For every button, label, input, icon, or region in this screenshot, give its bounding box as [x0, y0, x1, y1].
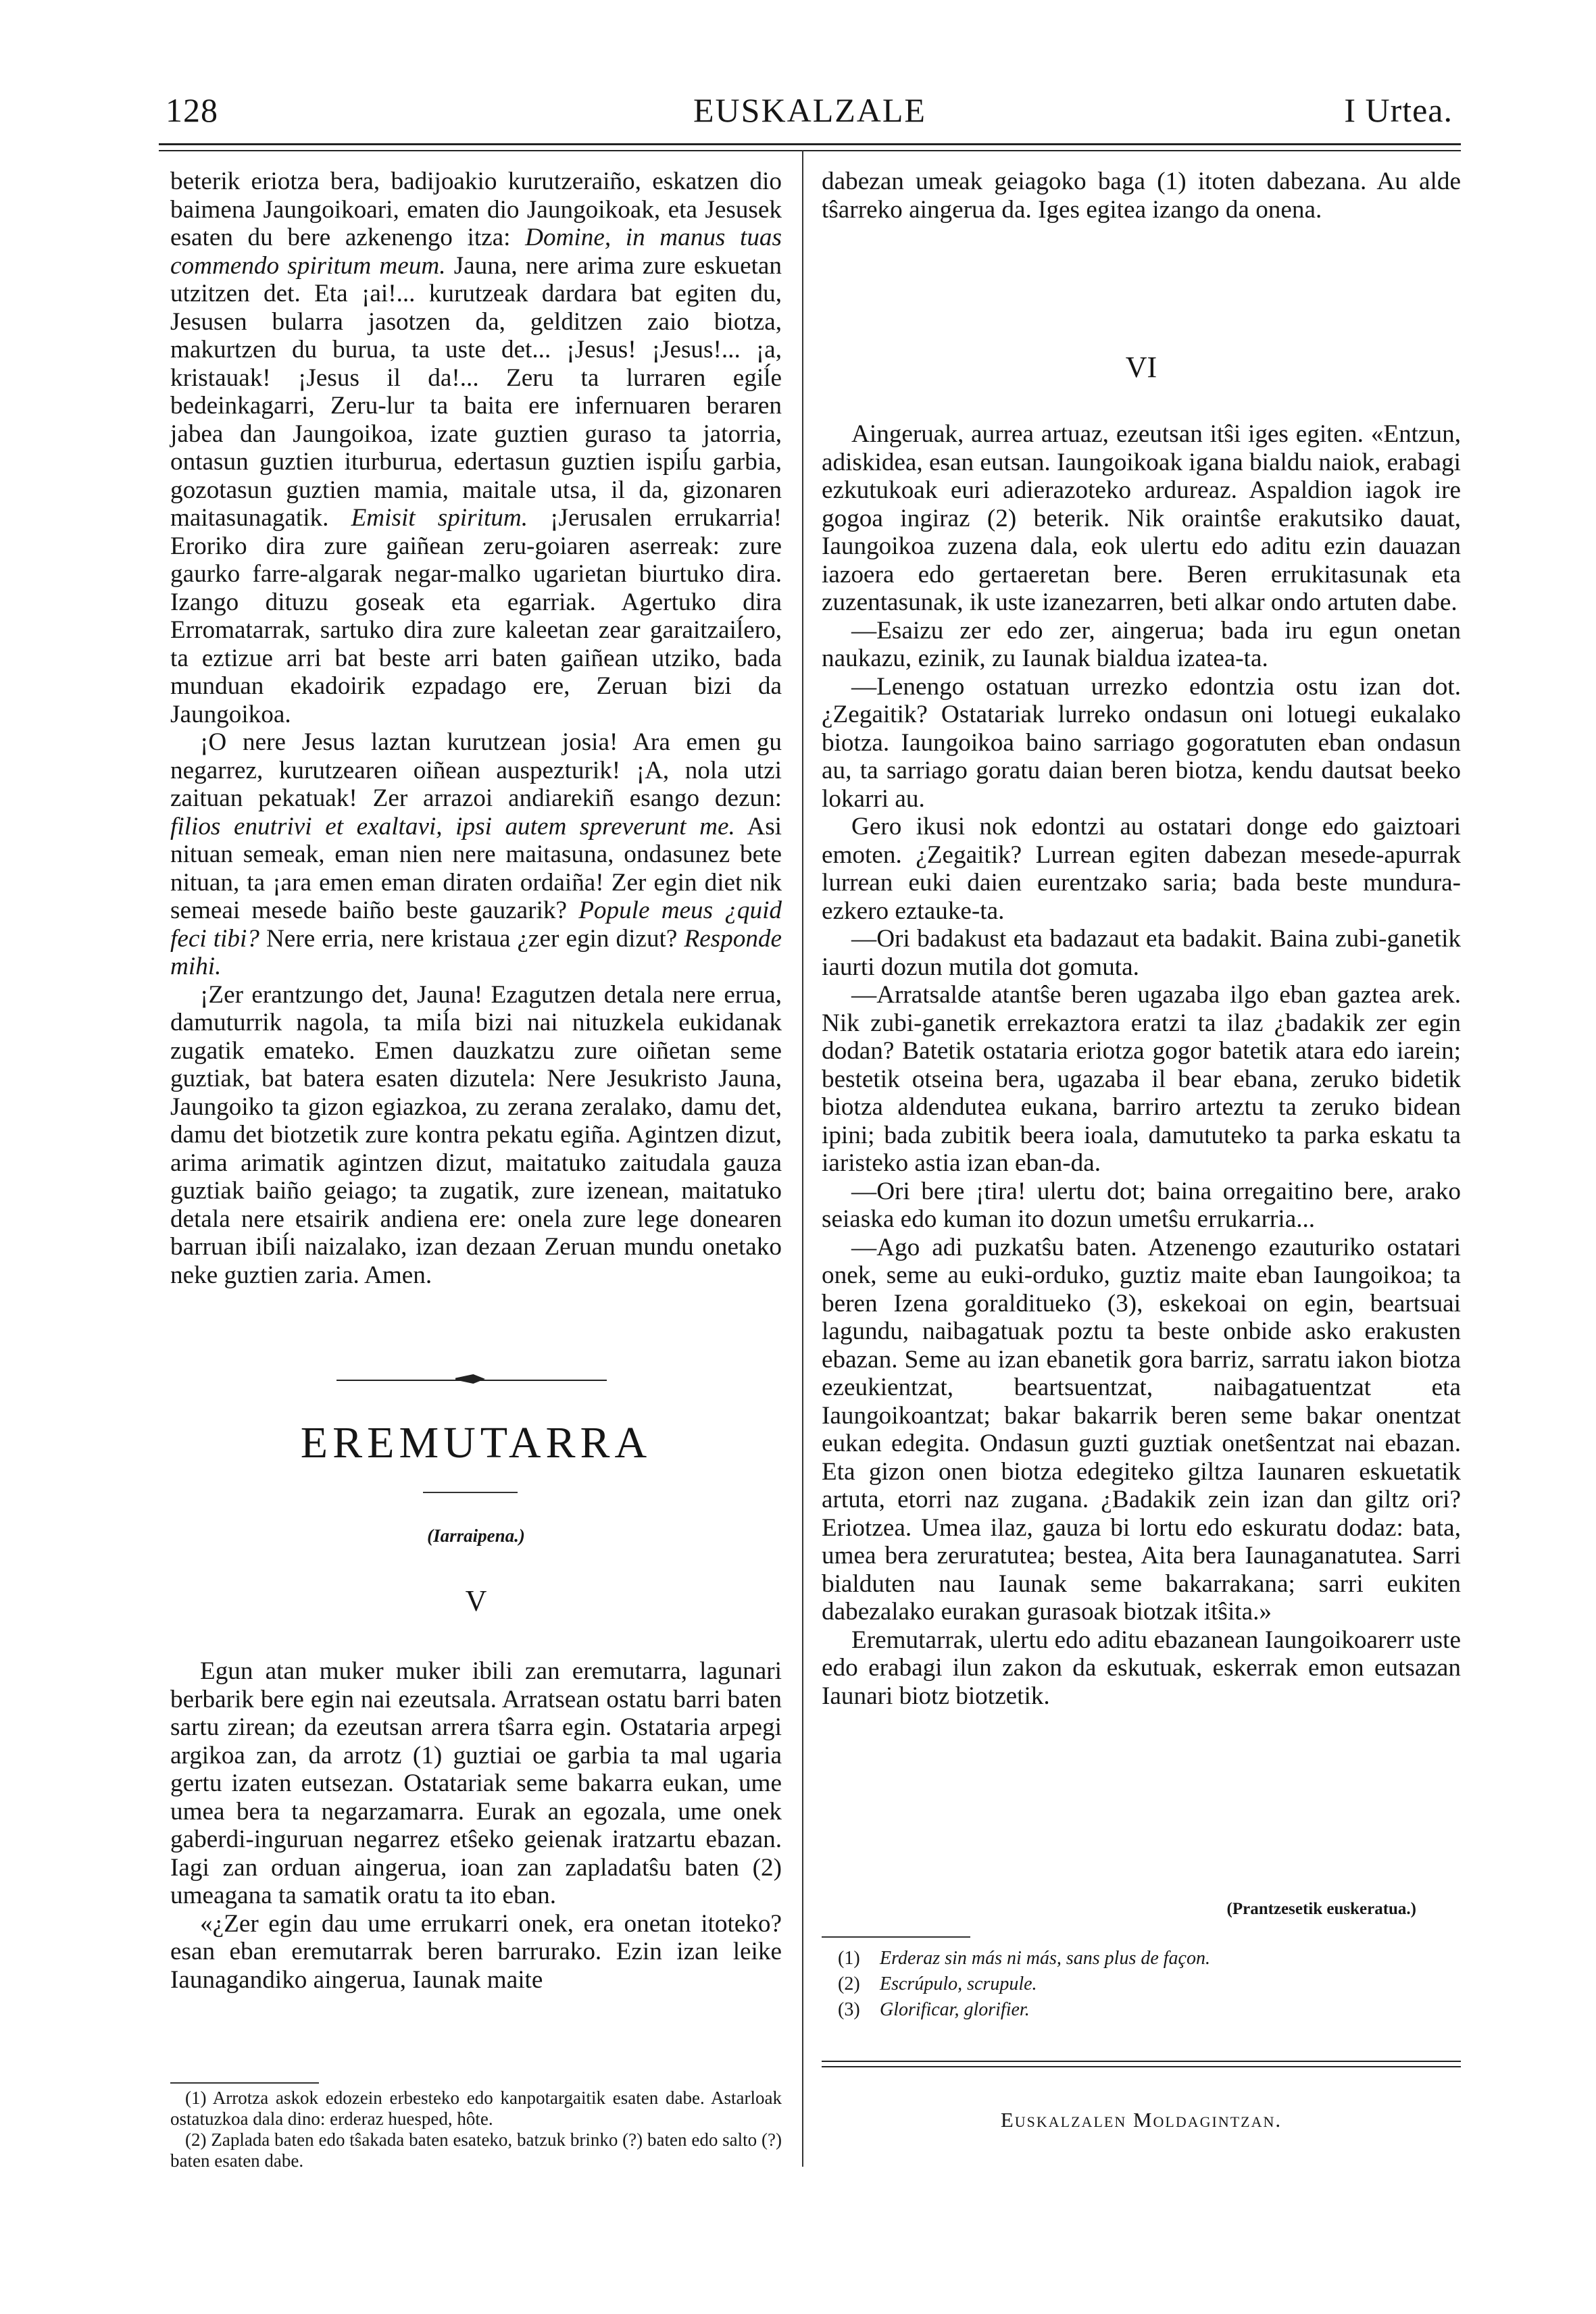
section-ornament	[336, 1376, 607, 1385]
chapter-number: VI	[1125, 351, 1157, 384]
latin-quote: Domine, in manus tuas commendo spiritum meum.	[170, 224, 782, 280]
footnote: (2) Zaplada baten edo tŝakada baten esateko, batzuk brinko (?) baten edo salto (?) baten esaten dabe.	[170, 2130, 782, 2171]
footnote: (3) Glorificar, glorifier.	[838, 1999, 1030, 2020]
left-column	[170, 168, 782, 1289]
title-rule	[423, 1492, 518, 1493]
signature: Euskalzalen Moldagintzan.	[1000, 2108, 1282, 2132]
footnote-rule	[170, 2082, 319, 2084]
latin-quote: Emisit spiritum.	[351, 504, 528, 532]
paragraph: Aingeruak, aurrea artuaz, ezeutsan itŝi iges egiten. «Entzun, adiskidea, esan eutsan. Iaungoikoak igana bialdu naiok, erabagi ezkutukoak euri adierazoteko ardureaz. Aspaldion iagok ire gogoa ingiraz (2) beterik. Nik oraintŝe erakutsiko dauat, Iaungoikoa zuzena dala, eok ulertu edo aditu ezin dauazan iazoera edo gertaeretan bere. Beren errukitasunak eta zuzentasunak, ik uste izanezarren, beti alkar ondo artuten dabe.	[822, 420, 1461, 616]
footnote: (1) Erderaz sin más ni más, sans plus de façon.	[838, 1948, 1210, 1969]
paragraph: —Lenengo ostatuan urrezko edontzia ostu izan dot. ¿Zegaitik? Ostatariak lurreko ondasun oni lotuegi eukalako biotza. Iaungoikoa baino sarriago gogoratuten eban ondasun au, ta sarriago goratu daian beren biotza, kendu dautsat beeko lokarri au.	[822, 672, 1461, 813]
paragraph: «¿Zer egin dau ume errukarri onek, era onetan itoteko? esan eban eremutarrak beren barrurako. Ezin izan leike Iaunagandiko aingerua, Iaunak maite	[170, 1909, 782, 1994]
latin-quote: filios enutrivi et exaltavi, ipsi autem spreverunt me.	[170, 812, 735, 840]
header-rule	[159, 143, 1461, 151]
paragraph: beterik eriotza bera, badijoakio kurutzeraiño, eskatzen dio baimena Jaungoikoari, ematen dio Jaungoikoak, eta Jesusek esaten du bere azkenengo itza: Domine, in manus tuas commendo spiritum meum. Jauna, nere arima zure eskuetan utzitzen det. Eta ¡ai!... kurutzeak dardara bat egiten du, Jesusen bularra jasotzen da, gelditzen zaio biotza, makurtzen du burua, ta uste det... ¡Jesus! ¡Jesus!... ¡a, kristauak! ¡Jesus il da!... Zeru ta lurraren egiĺe bedeinkagarri, Zeru-lur ta baita ere infernuaren beraren jabea dan Jaungoikoa, izate guztien guraso ta jatorria, ontasun guztien iturburua, edertasun guztien ispiĺu garbia, gozotasun guztien mamia, maitale utsa, il da, gizonaren maitasunagatik. Emisit spiritum. ¡Jerusalen errukarria! Eroriko dira zure gaiñean zeru-goiaren aserreak: zure gaurko farre-algarak negar-malko ugarietan biurtuko dira. Izango dituzu goseak eta egarriak. Agertuko dira Erromatarrak, sartuko dira zure kaleetan zear garaitzaiĺero, ta eztizue arri bat beste arri baten gaiñean utziko, bada munduan ekadoirik ezpadago ere, Zeruan bizi da Jaungoikoa.	[170, 168, 782, 728]
page-number: 128	[166, 91, 218, 129]
footnote: (2) Escrúpulo, scrupule.	[838, 1973, 1037, 1994]
translation-note: (Prantzesetik euskeratua.)	[1226, 1900, 1416, 1918]
paragraph: dabezan umeak geiagoko baga (1) itoten dabezana. Au alde tŝarreko aingerua da. Iges egitea izango da onena.	[822, 168, 1461, 224]
page-header	[159, 91, 1461, 141]
paragraph: —Ori bere ¡tira! ulertu dot; baina orregaitino bere, arako seiaska edo kuman ito dozun umetŝu errukarria...	[822, 1177, 1461, 1233]
latin-quote: Popule meus ¿quid feci tibi?	[170, 897, 782, 953]
paragraph: —Ago adi puzkatŝu baten. Atzenengo ezauturiko ostatari onek, seme au euki-orduko, guztiz maite eban Iaungoikoa; ta beren Izena goralditueko (3), eskekoai on egin, beartsuai lagundu, naibagatuak poztu ta beste onbide asko erakusten ebazan. Seme au izan ebanetik gora barriz, sarratu iakon biotza ezeukientzat, beartsuentzat, naibagatuentzat eta Iaungoikoantzat; bakar bakarrik beren seme bakar onentzat eukan edegita. Ondasun guzti guztiak onetŝentzat nai ebazan. Eta gizon onen biotza edegiteko giltza Iaunaren eskuetatik artuta, etorri naz zugana. ¿Badakik zein izan dan giltz ori? Eriotzea. Umea ilaz, gauza bi lortu edo eskuratu dodaz: bata, umea bera zeruratutea; bestea, Aita bera Iaunaganatutea. Sarri bialduten nau Iaunak seme bakarrakana; sarri eukiten dabezalako eurakan gurasoak biotzak itŝita.»	[822, 1233, 1461, 1626]
footnotes-left	[170, 2088, 782, 2171]
closing-rule	[822, 2061, 1461, 2067]
paragraph: —Ori badakust eta badazaut eta badakit. Baina zubi-ganetik iaurti dozun mutila dot gomuta.	[822, 925, 1461, 981]
paragraph: ¡O nere Jesus laztan kurutzean josia! Ara emen gu negarrez, kurutzearen oiñean auspezturik! ¡A, nola utzi zaituan pekatuak! Zer arrazoi andiarekiñ esango dezun: filios enutrivi et exaltavi, ipsi autem spreverunt me. Asi nituan semeak, eman nien nere maitasuna, ondasunez bete nituan, ta ¡ara emen eman diraten ordaiña! Zer egin diet nik semeai mesede baiño beste gauzarik? Popule meus ¿quid feci tibi? Nere erria, nere kristaua ¿zer egin dizut? Responde mihi.	[170, 728, 782, 980]
right-column	[822, 420, 1461, 1710]
paragraph: —Arratsalde atantŝe beren ugazaba ilgo eban gaztea arek. Nik zubi-ganetik errekaztora eratzi ta ilaz ¿badakik zer egin dodan? Batetik ostataria eriotza gogor batetik atara edo iarein; bestetik otseina bera, ugazaba il bear ebana, zeruko bidetik biotza aldendutea eukana, barriro arteztu ta zeruko bidean ipini; bada zubitik beera ioala, damututeko ta parka eskatu ta iaristeko astia izan eban-da.	[822, 981, 1461, 1177]
footnote: (1) Arrotza askok edozein erbesteko edo kanpotargaitik esaten dabe. Astarloak ostatuzkoa dala dino: erderaz huesped, hôte.	[170, 2088, 782, 2129]
left-column-lower	[170, 1657, 782, 1994]
paragraph: ¡Zer erantzungo det, Jauna! Ezagutzen detala nere errua, damuturrik nagola, ta miĺa bizi nai nituzkela eukidanak zugatik emateko. Emen dauzkatzu zure oiñetan seme guztiak, bat batera esaten dizutela: Nere Jesukristo Jauna, Jaungoiko ta gizon egiazkoa, zu zerana zeralako, damu det, damu det biotzetik zure kontra pekatu egiña. Agintzen dizut, arima arimatik agintzen dizut, maitatuko zaitudala gauza guztiak baiño geiago; ta zugatik, zure izenean, maitatuko detala nere etsairik andiena ere: onela zure lege donearen barruan ibiĺi naizalako, izan dezaan Zeruan mundu onetako neke guztien zaria. Amen.	[170, 980, 782, 1289]
paragraph: —Esaizu zer edo zer, aingerua; bada iru egun onetan naukazu, ezinik, zu Iaunak bialdua izatea-ta.	[822, 616, 1461, 672]
paragraph: Egun atan muker muker ibili zan eremutarra, lagunari berbarik bere egin nai ezeutsala. Arratsean ostatu barri baten sartu zirean; da ezeutsan arrera tŝarra egin. Ostataria arpegi argikoa zan, da arrotz (1) guztiai oe garbia ta mal ugaria gertu izaten eutsezan. Ostatariak seme bakarra eukan, ume umea bera ta negarzamarra. Eurak an egozala, ume onek gaberdi-inguruan negarrez etŝeko geienak iratzartu ebazan. Iagi zan orduan aingerua, ioan zan zapladatŝu baten (2) umeagana ta samatik oratu ta ito eban.	[170, 1657, 782, 1909]
right-column-top	[822, 168, 1461, 224]
section-subtitle: (Iarraipena.)	[427, 1526, 525, 1546]
volume-label: I Urtea.	[1344, 91, 1453, 129]
paragraph: Eremutarrak, ulertu edo aditu ebazanean Iaungoikoarerr uste edo erabagi ilun zakon da eskutuak, eskerrak emon eutsazan Iaunari biotz biotzetik.	[822, 1626, 1461, 1710]
footnote-rule	[822, 1936, 970, 1938]
chapter-number: V	[465, 1584, 487, 1617]
column-divider	[802, 150, 803, 2167]
journal-title: EUSKALZALE	[693, 91, 926, 129]
section-title: EREMUTARRA	[300, 1418, 652, 1467]
paragraph: Gero ikusi nok edontzi au ostatari donge edo gaiztoari emoten. ¿Zegaitik? Lurrean egiten dabezan mesede-apurrak lurrean euki daien eurentzako saria; bada beste mundura-ezkero eztauke-ta.	[822, 813, 1461, 925]
footnotes-right	[838, 1946, 1460, 2023]
latin-quote: Responde mihi.	[170, 924, 782, 980]
